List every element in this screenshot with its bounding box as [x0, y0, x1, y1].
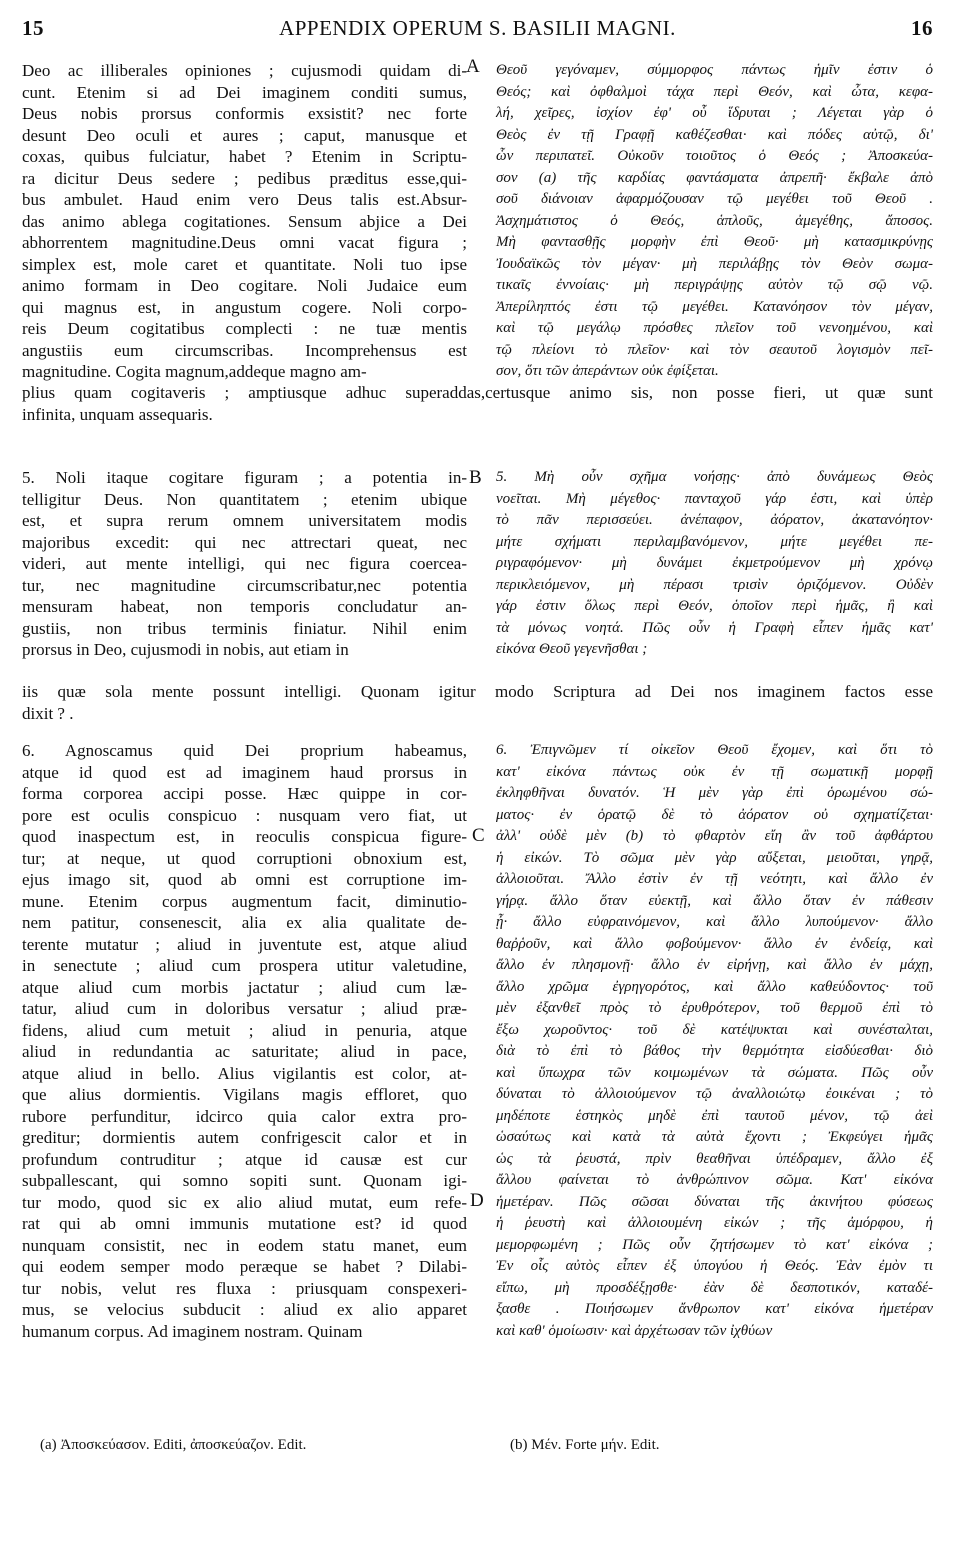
greek-line: καὶ τῷ μεγάλῳ πρόσθες πλεῖον τοῦ νενοημένου, καὶ: [496, 320, 933, 336]
latin-line: mensuram habeat, non temporis concludatur an-: [22, 597, 467, 616]
latin-line: nem patitur, consenescit, alia ex alia qualitate de-: [22, 913, 467, 932]
latin-line: 6. Agnoscamus quid Dei proprium habeamus,: [22, 741, 467, 760]
section-1-greek-column: [496, 60, 933, 383]
latin-line: Deus nobis prorsus conformis exsistit? nec forte: [22, 104, 467, 123]
greek-line: ἔξω χωροῦντος· τοῦ δὲ κατέψυκται καὶ συνέσταλται,: [496, 1021, 933, 1038]
latin-line: majoribus excedit: qui nec attrectari queat, nec: [22, 532, 467, 552]
greek-line: ἄλλου φαίνεται τὸ ἀνθρώπινον σῶμα. Κατ' εἰκόνα: [496, 1172, 933, 1188]
greek-line: Ἐν οἷς αὐτὸς εἶπεν ἐξ ὑπογύου ἡ Θεός. Ἐὰν ἐμὸν τι: [496, 1258, 933, 1274]
greek-line: ἄλλο ἐν πλησμονῇ· ἄλλο ἐν εἰρήνῃ, καὶ ἄλλο ἐν μάχῃ,: [496, 957, 933, 973]
latin-line: qui magnus est, in angustum cogere. Noli corpo-: [22, 297, 467, 317]
greek-line: ὧν περιπατεῖ. Οὐκοῦν τοιοῦτος ὁ Θεός ; Ἀποσκεύα-: [496, 148, 933, 164]
latin-line: magnitudine. Cogita magnum,addeque magno am-: [22, 362, 367, 381]
greek-line: ἡ ῥευστὴ καὶ ἀλλοιουμένη εἰκών ; τῆς ἀμόρφου, ἡ: [496, 1215, 933, 1231]
greek-line: κατ' εἰκόνα πάντως οὐκ ἐν τῇ σωματικῇ μορφῇ: [496, 763, 933, 780]
greek-line: ᾖ· ἄλλο εὐφραινόμενον, καὶ ἄλλο λυπούμενον· ἄλλο: [496, 914, 933, 930]
latin-line: tur; at neque, ut quod corruptioni obnoxium est,: [22, 848, 467, 868]
greek-line: καὶ ὕπωχρα τῶν κοιμωμένων τὰ σώματα. Πῶς οὖν: [496, 1064, 933, 1081]
greek-line: τῷ πλείονι τὸ πλεῖον· καὶ τὸν σεαυτοῦ λογισμὸν πεῖ-: [496, 341, 933, 358]
greek-line: δύναται τὸ ἀλλοιούμενον τῷ ἀναλλοιώτῳ ἐοικέναι ; τὸ: [496, 1086, 933, 1102]
greek-line: σον (a) τῆς καρδίας φαντάσματα ἀπρεπῆ· ἔκβαλε ἀπὸ: [496, 169, 933, 186]
section-2-greek-column: [496, 467, 933, 661]
greek-line: μὲν ἐξανθεῖ πρὸς τὸ ἐρυθρότερον, τοῦ θερμοῦ ἐπὶ τὸ: [496, 1000, 933, 1016]
section-2-full-width-text: [22, 681, 933, 724]
latin-line: telligitur Deus. Non quantitatem ; etenim ubique: [22, 489, 467, 509]
latin-line: infinita, unquam assequaris.: [22, 404, 213, 424]
latin-line: iis quæ sola mente possunt intelligi. Quonam igitur modo Scriptura ad Dei nos imaginem factos esse: [22, 682, 933, 701]
latin-line: tatur, aliud cum in doloribus versatur ; aliud præ-: [22, 999, 467, 1018]
latin-line: mune. Etenim corpus augmentum facit, diminutio-: [22, 891, 467, 911]
greek-line: σον, ὅτι τῶν ἀπεράντων οὐκ ἐφίξεται.: [496, 363, 719, 379]
latin-line: nunquam consistit, nec in eodem statu manet, eum: [22, 1235, 467, 1255]
greek-line: Μὴ φαντασθῇς μορφὴν ἐπὶ Θεοῦ· μὴ κατασμικρύνῃς: [496, 234, 933, 250]
latin-line: reis Deum cogitatibus complecti : ne tuæ mentis: [22, 319, 467, 338]
latin-line: coxas, quibus fulciatur, habet ? Etenim in Scriptu-: [22, 147, 467, 166]
latin-line: gustiis, non tribus terminis finiatur. Nihil enim: [22, 618, 467, 638]
section-2-latin-column: [22, 467, 467, 661]
running-header: [22, 16, 933, 42]
margin-marker-d: D: [470, 1190, 484, 1211]
latin-line: dixit ? .: [22, 703, 74, 723]
latin-line: fidens, aliud cum metuit ; aliud in penuria, atque: [22, 1020, 467, 1040]
latin-line: atque aliud cum morbis jactatur ; aliud cum læ-: [22, 977, 467, 997]
greek-line: τικαῖς ἐννοίαις· μὴ περιγράψῃς αὐτὸν τῷ σῷ νῷ.: [496, 277, 933, 293]
greek-line: τὸ πᾶν περισσεύει. ἀνέπαφον, ἀόρατον, ἀκατανόητον·: [496, 512, 933, 528]
latin-line: cunt. Etenim si ad Dei imaginem conditi sumus,: [22, 82, 467, 102]
greek-line: περικλειόμενον, μὴ πέρασι τρισὶν ὁριζόμενον. Οὐδὲν: [496, 576, 933, 593]
greek-line: 6. Ἐπιγνῶμεν τί οἰκεῖον Θεοῦ ἔχομεν, καὶ ὅτι τὸ: [496, 742, 933, 758]
greek-line: ἀλλοιοῦται. Ἄλλο ἐστὶν ἐν τῇ νεότητι, καὶ ἄλλο ἐν: [496, 871, 933, 887]
greek-line: γήρᾳ. ἄλλο ὅταν εὐεκτῇ, καὶ ἄλλο ὅταν ἐν πάθεσιν: [496, 892, 933, 909]
latin-line: ejus imago sit, quod ab omni est corruptione im-: [22, 870, 467, 889]
greek-line: νοεῖται. Μὴ μέγεθος· πανταχοῦ γάρ ἐστι, καὶ ὑπὲρ: [496, 490, 933, 507]
greek-line: Ἀσχημάτιστος ὁ Θεός, ἁπλοῦς, ἀμεγέθης, ἄποσος.: [496, 212, 933, 229]
latin-line: que alius dormientis. Vigilans magis effloret, quo: [22, 1085, 467, 1104]
greek-line: μήτε σχήματι περιλαμβανόμενον, μήτε μεγέθει πε-: [496, 533, 933, 550]
latin-line: est, et supra rerum omnem universitatem modis: [22, 511, 467, 530]
greek-line: Ἀπερίληπτός ἐστι τῷ μεγέθει. Κατανόησον τὸν μέγαν,: [496, 298, 933, 315]
latin-line: profundum contruditur ; atque id causæ est cur: [22, 1149, 467, 1169]
latin-line: rubore perfunditur, idcirco quia calor extra pro-: [22, 1106, 467, 1126]
latin-line: rat qui ab omni immunis mutatione est? id quod: [22, 1214, 467, 1233]
greek-line: μηδέποτε ἑστηκὸς μηδὲ ἐπὶ ταυτοῦ μένον, τῷ ἀεὶ: [496, 1107, 933, 1124]
latin-line: abhorrentem magnitudine.Deus omni vacat figura ;: [22, 233, 467, 252]
latin-line: atque id quod est ad imaginem haud prorsus in: [22, 762, 467, 782]
greek-line: ἡμετέραν. Πῶς σῶσαι δύναται τῆς ἀκινήτου φύσεως: [496, 1193, 933, 1210]
latin-line: mus, se velocius subducit : aliud ex alio apparet: [22, 1300, 467, 1319]
footnote-a: (a) Ἀποσκεύασον. Editi, ἀποσκεύαζον. Edit.: [40, 1437, 307, 1453]
section-1-latin-column: [22, 60, 467, 383]
greek-line: σοῦ διάνοιαν ἀφαρμόζουσαν τῷ μεγέθει τοῦ Θεοῦ .: [496, 191, 933, 207]
latin-line: in senectute ; aliud cum prospera utitur valetudine,: [22, 956, 467, 975]
greek-line: ματος· ἐν ὁρατῷ δὲ τὸ ἀόρατον οὐ σχηματίζεται·: [496, 806, 933, 823]
greek-line: 5. Μὴ οὖν σχῆμα νοήσῃς· ἀπὸ δυνάμεως Θεὸς: [496, 469, 933, 485]
greek-line: Ἰουδαϊκῶς τὸν μέγαν· μὴ περιλάβῃς τὸν Θεὸν σωμα-: [496, 255, 933, 272]
latin-line: subpallescant, qui somno sopiti sunt. Quonam igi-: [22, 1171, 467, 1190]
page-number-left: 15: [22, 16, 44, 40]
latin-line: plius quam cogitaveris ; amptiusque adhuc superaddas,certusque animo sis, non posse fieri, ut quæ sunt: [22, 383, 933, 402]
greek-line: ριγραφόμενον· μὴ δυνάμει ἐκμετρούμενον μὴ χρόνῳ: [496, 555, 933, 571]
latin-line: tur nobis, velut res fluxa : priusquam conspexeri-: [22, 1278, 467, 1298]
running-title: APPENDIX OPERUM S. BASILII MAGNI.: [279, 16, 676, 40]
greek-line: Θεὸς ἐν τῇ Γραφῇ καθέζεσθαι· καὶ πόδες αὐτῷ, δι': [496, 126, 933, 143]
margin-marker-b: B: [469, 467, 482, 488]
page-number-right: 16: [911, 16, 933, 40]
greek-line: διὰ τὸ ἐπὶ τὸ βάθος τὴν θερμότητα εἰσδύεσθαι· διὸ: [496, 1043, 933, 1059]
greek-line: εἰκόνα Θεοῦ γεγενῆσθαι ;: [496, 641, 648, 657]
greek-line: Θεός; καὶ ὀφθαλμοὶ τάχα περὶ Θεόν, καὶ ὦτα, κεφα-: [496, 83, 933, 100]
greek-line: ἡ εἰκών. Τὸ σῶμα μὲν γὰρ αὔξεται, μειοῦται, γηρᾷ,: [496, 849, 933, 866]
latin-line: atque aliud in bello. Alius vigilantis est color, at-: [22, 1063, 467, 1083]
latin-line: tur modo, quod sic ex alio aliud mutat, eum refe-: [22, 1192, 467, 1212]
greek-line: ὡς τὰ ῥευστά, πρὶν θεαθῆναι ὑπέδραμεν, ἄλλο ἐξ: [496, 1150, 933, 1167]
latin-line: ra dicitur Deus sedere ; pedibus præditus esse,qui-: [22, 168, 467, 188]
latin-line: greditur; dormientis autem confrigescit calor et in: [22, 1128, 467, 1147]
greek-line: ξασθε . Ποιήσωμεν ἄνθρωπον κατ' εἰκόνα ἡμετέραν: [496, 1301, 933, 1317]
footnote-b: (b) Μέν. Forte μήν. Edit.: [510, 1437, 660, 1453]
latin-line: terente mutatur ; aliud in juventute est, atque aliud: [22, 934, 467, 954]
latin-line: videri, aut mente intelligi, qui nec figura coercea-: [22, 554, 467, 573]
section-3-greek-column: [496, 740, 933, 1342]
latin-line: prorsus in Deo, cujusmodi in nobis, aut etiam in: [22, 640, 349, 659]
latin-line: tur, nec magnitudine circumscribatur,nec potentia: [22, 575, 467, 595]
latin-line: simplex est, mole caret et quantitate. Noli tuo ipse: [22, 254, 467, 274]
greek-line: τὰ μόνως νοητά. Πῶς οὖν ἡ Γραφὴ εἶπεν ἡμᾶς κατ': [496, 619, 933, 636]
latin-line: aliud in redundantia ac saturitate; aliud in pace,: [22, 1042, 467, 1061]
latin-line: quod inaspectum est, in reoculis conspicua figure-: [22, 827, 467, 846]
latin-line: pore est oculis conspicuo : nusquam vero fiat, ut: [22, 805, 467, 825]
greek-line: ἐκληφθῆναι δυνατόν. Ἡ μὲν γὰρ ἐπὶ ὁρωμένου σώ-: [496, 785, 933, 801]
section-3-latin-column: [22, 740, 467, 1342]
greek-line: ἀλλ' οὐδὲ μὲν (b) τὸ φθαρτὸν εἴη ἂν τοῦ ἀφθάρτου: [496, 828, 933, 844]
latin-line: bus ambulet. Haud enim vero Deus talis est.Absur-: [22, 190, 467, 209]
latin-line: animo formam in Deo cogitare. Noli Judaice eum: [22, 276, 467, 295]
latin-line: das animo ablega cogitationes. Sensum abjice a Dei: [22, 211, 467, 231]
greek-line: λή, χεῖρες, ἰσχίον ἐφ' οὗ ἵδρυται ; Λέγεται γὰρ ὁ: [496, 105, 933, 121]
latin-line: humanum corpus. Ad imaginem nostram. Quinam: [22, 1321, 363, 1341]
latin-line: Deo ac illiberales opiniones ; cujusmodi quidam di-: [22, 61, 467, 80]
latin-line: angustiis eum circumscribas. Incomprehensus est: [22, 340, 467, 360]
margin-marker-c: C: [472, 825, 485, 846]
latin-line: forma corporea accipi posse. Hæc quippe in cor-: [22, 784, 467, 803]
greek-line: εἴπω, μὴ προσδέξῃσθε· ἐὰν δὲ δεσποτικόν, καταδέ-: [496, 1279, 933, 1296]
margin-marker-a: A: [466, 56, 480, 77]
latin-line: 5. Noli itaque cogitare figuram ; a potentia in-: [22, 468, 467, 487]
greek-line: μεμορφωμένη ; Πῶς οὖν ζητήσωμεν τὸ κατ' εἰκόνα ;: [496, 1236, 933, 1253]
greek-line: γάρ ἐστιν ὅλως περὶ Θεόν, ὁποῖον περὶ ἡμᾶς, ἢ καὶ: [496, 598, 933, 614]
greek-line: Θεοῦ γεγόναμεν, σύμμορφος πάντως ἡμῖν ἐστιν ὁ: [496, 62, 933, 78]
latin-line: desunt Deo oculi et aures ; caput, manusque et: [22, 125, 467, 145]
greek-line: ἄλλο χρῶμα ἐγρηγορότος, καὶ ἄλλο καθεύδοντος· τοῦ: [496, 978, 933, 995]
greek-line: καὶ καθ' ὁμοίωσιν· καὶ ἀρχέτωσαν τῶν ἰχθύων: [496, 1322, 773, 1339]
section-1-full-width-text: [22, 382, 933, 425]
latin-line: qui eodem semper modo peræque se habet ? Dilabi-: [22, 1257, 467, 1276]
greek-line: ὡσαύτως καὶ κατὰ τὰ αὐτὰ ἔχοντι ; Ἐκφεύγει ἡμᾶς: [496, 1129, 933, 1145]
greek-line: θαῤῥοῦν, καὶ ἄλλο φοβούμενον· ἄλλο ἐν ἐνδείᾳ, καὶ: [496, 935, 933, 952]
